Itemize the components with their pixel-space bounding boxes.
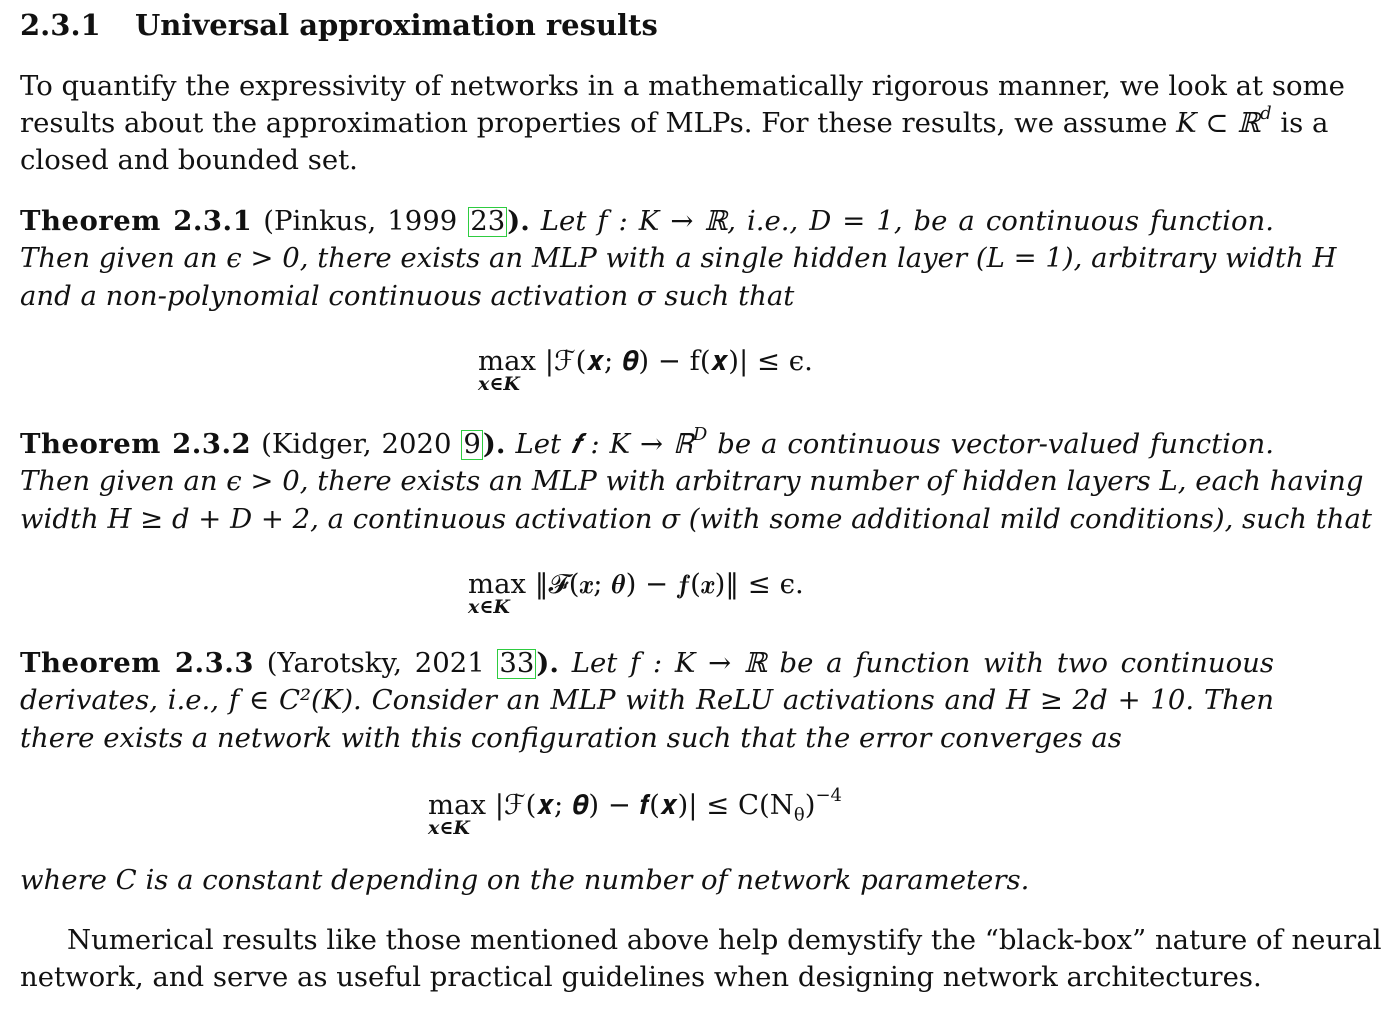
theorem-2-equation: max x∈K ‖𝓕(𝒙; 𝜽) − 𝒇(𝒙)‖ ≤ ϵ. [468, 568, 804, 618]
theorem-2-label: Theorem 2.3.2 [20, 428, 252, 460]
equation-subscript: x∈K [468, 596, 510, 618]
intro-math: K ⊂ ℝ$^d$ [1176, 102, 1272, 139]
theorem-3-label: Theorem 2.3.3 [20, 647, 254, 679]
intro-line-3: closed and bounded set. [20, 144, 358, 176]
theorem-2-line-3: width H ≥ d + D + 2, a continuous activation σ (with some additional mild conditions), such that [20, 503, 1372, 535]
equation-subscript: x∈K [428, 817, 470, 839]
closing-line-1: Numerical results like those mentioned above help demystify the “black-box” nature of neural [67, 924, 1382, 956]
theorem-3-line-2: derivates, i.e., f ∈ C²(K). Consider an MLP with ReLU activations and H ≥ 2d + 10. Then [20, 684, 1274, 716]
intro-line-1: To quantify the expressivity of networks in a mathematically rigorous manner, we look at some [20, 70, 1345, 102]
citation-link-9[interactable]: 9 [463, 428, 481, 460]
theorem-2-line-2: Then given an ϵ > 0, there exists an MLP with arbitrary number of hidden layers L, each having [20, 465, 1364, 497]
theorem-1-line-3: and a non-polynomial continuous activation σ such that [20, 280, 795, 312]
theorem-1-equation: max x∈K |ℱ(𝒙; 𝜽) − f(𝒙)| ≤ ϵ. [478, 345, 813, 395]
theorem-2-line-1: Theorem 2.3.2 (Kidger, 2020 9). Let 𝒇 : K → ℝ$^D$ be a continuous vector-valued function. [20, 423, 1274, 460]
intro-line-2: results about the approximation properties of MLPs. For these results, we assume K ⊂ ℝ$^d$ is a [20, 102, 1329, 139]
theorem-3-equation: max x∈K |ℱ(𝒙; 𝜽) − 𝒇(𝒙)| ≤ $C(N_\theta)^{-4}$ [428, 784, 842, 839]
theorem-1-label: Theorem 2.3.1 [20, 205, 253, 237]
theorem-1-line-1: Theorem 2.3.1 (Pinkus, 1999 23). Let f : K → ℝ, i.e., D = 1, be a continuous function. [20, 205, 1274, 237]
theorem-3-line-1: Theorem 2.3.3 (Yarotsky, 2021 33). Let f : K → ℝ be a function with two continuous [20, 647, 1274, 679]
theorem-1-line-2: Then given an ϵ > 0, there exists an MLP with a single hidden layer (L = 1), arbitrary width H [20, 242, 1337, 274]
section-title: Universal approximation results [135, 8, 658, 42]
theorem-3-line-3: there exists a network with this configuration such that the error converges as [20, 722, 1122, 754]
section-number: 2.3.1 [20, 8, 101, 42]
section-heading [20, 8, 1274, 42]
closing-line-2: network, and serve as useful practical guidelines when designing network architectures. [20, 961, 1262, 993]
theorem-3-note: where C is a constant depending on the number of network parameters. [20, 864, 1030, 896]
equation-subscript: x∈K [478, 373, 520, 395]
citation-link-23[interactable]: 23 [470, 205, 506, 237]
citation-link-33[interactable]: 33 [499, 647, 535, 679]
